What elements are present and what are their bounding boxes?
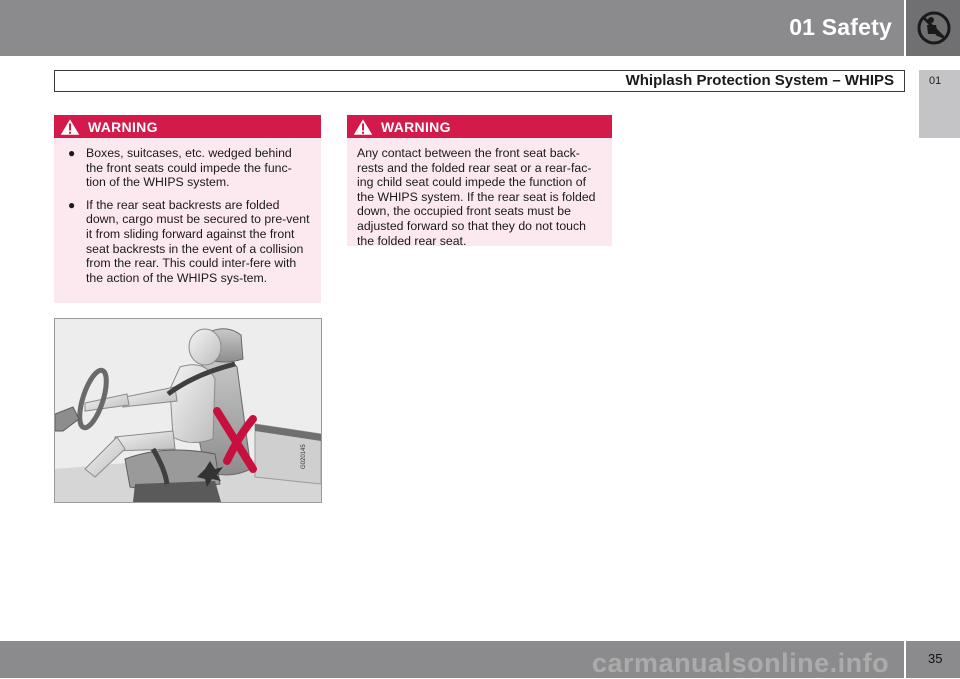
list-item: [64, 198, 311, 286]
no-child-seat-icon: [916, 9, 952, 47]
warning-triangle-icon: [58, 116, 82, 137]
chapter-side-tab[interactable]: [919, 70, 960, 138]
warning-body: [347, 138, 612, 256]
warning-body: [54, 138, 321, 293]
chapter-title: 01 Safety: [789, 14, 892, 40]
watermark: carmanualsonline.info: [592, 648, 890, 678]
warning-bullet-text: Boxes, suitcases, etc. wedged behind the front seats could impede the func-tion of the WHIPS system.: [86, 146, 292, 190]
page-number: 35: [928, 651, 943, 666]
warning-bullet-text: If the rear seat backrests are folded down, cargo must be secured to pre-vent it from sliding forward against the front seat backrests in the event of a collision from the rear. This could inter-fere with the action of the WHIPS sys-tem.: [86, 197, 310, 285]
chapter-icon-box: [906, 0, 960, 56]
figure-code: G020145: [301, 444, 307, 469]
chapter-header-bar: [0, 0, 904, 56]
warning-label: WARNING: [381, 119, 451, 135]
warning-box-left: [54, 115, 321, 303]
warning-header: [347, 115, 612, 138]
warning-box-right: [347, 115, 612, 246]
bullet-icon: ●: [68, 146, 76, 160]
section-header: [54, 70, 905, 92]
side-tab-label: 01: [929, 75, 942, 87]
bullet-icon: ●: [68, 197, 76, 212]
warning-label: WARNING: [88, 119, 158, 135]
warning-header: [54, 115, 321, 138]
warning-text: Any contact between the front seat back-rests and the folded rear seat or a rear-fac-ing child seat could impede the function of the WHIPS system. If the rear seat is folded down, the occupied front seats must be adjusted forward so that they do not touch the folded rear seat.: [357, 146, 596, 248]
section-title: Whiplash Protection System – WHIPS: [625, 72, 894, 89]
page-number-box: [906, 641, 960, 678]
warning-triangle-icon: [351, 116, 375, 137]
seat-crash-dummy-illustration: [55, 319, 321, 502]
list-item: [64, 146, 311, 190]
whips-illustration: [54, 318, 322, 503]
